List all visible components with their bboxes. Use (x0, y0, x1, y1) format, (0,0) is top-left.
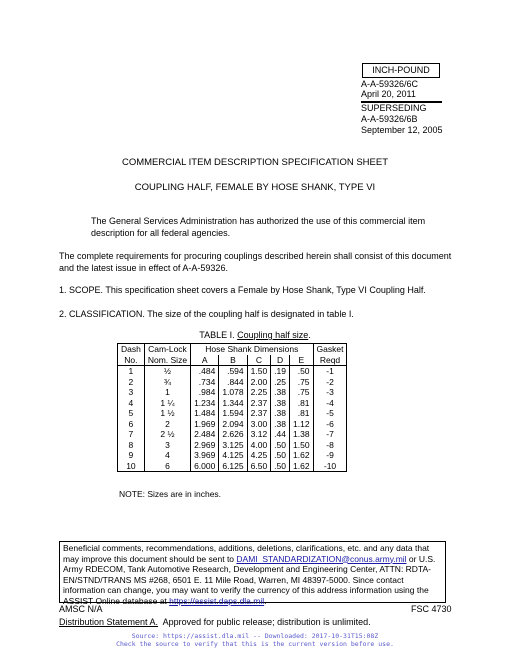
cell-dim-c: 2.37 (247, 398, 271, 409)
table-row (118, 440, 347, 451)
cell-dim-b: .594 (219, 366, 247, 377)
cell-gasket-reqd: -1 (313, 366, 347, 377)
header-d: D (271, 355, 290, 366)
superseding-label: SUPERSEDING (361, 103, 427, 113)
cell-dim-c: 1.50 (247, 366, 271, 377)
superseded-document-date: September 12, 2005 (361, 125, 443, 135)
cell-dim-a: 2.484 (191, 429, 219, 440)
cell-dim-b: 3.125 (219, 440, 247, 451)
scope-paragraph: 1. SCOPE. This specification sheet covers a Female by Hose Shank, Type VI Coupling Half. (59, 285, 426, 295)
cell-dim-a: 1.969 (191, 419, 219, 430)
comments-box (59, 541, 446, 606)
cell-dim-c: 6.50 (247, 461, 271, 472)
header-reqd: Reqd (313, 355, 347, 366)
cell-dim-b: 6.125 (219, 461, 247, 472)
table-subheader-row (118, 355, 347, 366)
cell-dim-e: 1.38 (290, 429, 314, 440)
cell-dim-d: .38 (271, 387, 290, 398)
cell-dim-d: .50 (271, 440, 290, 451)
cell-dim-b: .844 (219, 377, 247, 388)
cell-nom-size: 3 (144, 440, 190, 451)
header-gasket: Gasket (313, 344, 347, 355)
cell-dim-e: 1.50 (290, 440, 314, 451)
distribution-statement-text: Approved for public release; distribution is unlimited. (158, 617, 371, 627)
cell-dim-a: 3.969 (191, 450, 219, 461)
cell-dash-no: 10 (118, 461, 145, 472)
header-c: C (247, 355, 271, 366)
cell-dim-d: .19 (271, 366, 290, 377)
header-dash-no: No. (118, 355, 145, 366)
comments-email-link[interactable]: DAMI_STANDARDIZATION@conus.army.mil (236, 553, 407, 564)
cell-dim-e: .81 (290, 408, 314, 419)
cell-dash-no: 8 (118, 440, 145, 451)
cell-gasket-reqd: -5 (313, 408, 347, 419)
table-caption-prefix: TABLE I. (199, 330, 235, 340)
cell-dash-no: 6 (118, 419, 145, 430)
superseded-document-id: A-A-59326/6B (361, 114, 418, 124)
document-date: April 20, 2011 (361, 89, 416, 99)
comments-text-intro: Beneficial comments, recommendations, additions, deletions, clarifications, etc. and any data that may improve this document should be sent to (63, 543, 430, 564)
cell-dim-a: 6.000 (191, 461, 219, 472)
cell-dim-e: 1.62 (290, 450, 314, 461)
cell-dim-d: .38 (271, 419, 290, 430)
table-note: NOTE: Sizes are in inches. (119, 489, 222, 499)
cell-dash-no: 7 (118, 429, 145, 440)
cell-dim-e: .75 (290, 377, 314, 388)
cell-nom-size: 6 (144, 461, 190, 472)
cell-nom-size: ½ (144, 366, 190, 377)
header-camlock: Cam-Lock (144, 344, 190, 355)
cell-dim-c: 4.25 (247, 450, 271, 461)
fsc-label: FSC 4730 (411, 604, 452, 614)
table-row (118, 450, 347, 461)
cell-dim-a: .984 (191, 387, 219, 398)
cell-dim-e: .75 (290, 387, 314, 398)
document-id: A-A-59326/6C (361, 79, 419, 89)
header-nom-size: Nom. Size (144, 355, 190, 366)
source-download-line: Source: https://assist.dla.mil -- Downloaded: 2017-10-31T15:08Z (131, 632, 379, 640)
header-b: B (219, 355, 247, 366)
comments-text-end: . (264, 595, 267, 606)
verify-currency-line: Check the source to verify that this is the current version before use. (116, 640, 394, 648)
cell-gasket-reqd: -8 (313, 440, 347, 451)
assist-online-link[interactable]: https://assist.daps.dla.mil (169, 595, 265, 606)
distribution-statement-label: Distribution Statement A. (59, 617, 159, 627)
gsa-authorization-paragraph: The General Services Administration has authorized the use of this commercial item description for all federal agencies. (91, 216, 426, 238)
cell-dim-c: 2.37 (247, 408, 271, 419)
cell-dim-d: .44 (271, 429, 290, 440)
cell-dim-d: .25 (271, 377, 290, 388)
requirements-paragraph: The complete requirements for procuring couplings described herein shall consist of this document and the latest issue in effect of A-A-59326. (59, 251, 452, 273)
table-row (118, 366, 347, 377)
header-dash: Dash (118, 344, 145, 355)
cell-dash-no: 3 (118, 387, 145, 398)
table-row (118, 398, 347, 409)
amsc-label: AMSC N/A (59, 604, 103, 614)
distribution-statement (59, 617, 371, 627)
table-caption-title: Coupling half size (237, 330, 309, 340)
header-e: E (290, 355, 314, 366)
comments-text-address: or U.S. Army RDECOM, Tank Automotive Research, Development and Engineering Center, ATTN: RDTA-EN/STND/TRANS MS #268, 6501 E. 11 Mile Road, Warren, MI 48397-5000. Since contact information can change, you may want to verify the currency of this address information using the ASSIST Online database at (63, 553, 436, 606)
cell-gasket-reqd: -3 (313, 387, 347, 398)
table-row (118, 461, 347, 472)
cell-dim-b: 1.078 (219, 387, 247, 398)
cell-nom-size: 1 ¼ (144, 398, 190, 409)
cell-dim-c: 3.12 (247, 429, 271, 440)
cell-dim-b: 2.094 (219, 419, 247, 430)
cell-dim-e: .50 (290, 366, 314, 377)
cell-dim-e: 1.12 (290, 419, 314, 430)
cell-dash-no: 5 (118, 408, 145, 419)
table-row (118, 377, 347, 388)
table-row (118, 419, 347, 430)
cell-nom-size: 4 (144, 450, 190, 461)
cell-dim-c: 2.00 (247, 377, 271, 388)
cell-dim-b: 2.626 (219, 429, 247, 440)
table-row (118, 408, 347, 419)
table-row (118, 429, 347, 440)
cell-dash-no: 4 (118, 398, 145, 409)
cell-gasket-reqd: -6 (313, 419, 347, 430)
header-a: A (191, 355, 219, 366)
cell-nom-size: 2 (144, 419, 190, 430)
cell-dim-a: 2.969 (191, 440, 219, 451)
table-caption-suffix: . (308, 330, 311, 340)
cell-nom-size: 2 ½ (144, 429, 190, 440)
table-row (118, 387, 347, 398)
cell-gasket-reqd: -2 (313, 377, 347, 388)
cell-dash-no: 2 (118, 377, 145, 388)
classification-paragraph: 2. CLASSIFICATION. The size of the coupling half is designated in table I. (59, 309, 354, 319)
table-header-row (118, 344, 347, 355)
cell-dim-a: .734 (191, 377, 219, 388)
cell-dim-e: 1.62 (290, 461, 314, 472)
cell-dim-a: 1.484 (191, 408, 219, 419)
cell-dim-d: .38 (271, 398, 290, 409)
cell-dim-c: 4.00 (247, 440, 271, 451)
cell-nom-size: ¾ (144, 377, 190, 388)
inch-pound-label: INCH-POUND (362, 63, 440, 78)
cell-dim-c: 2.25 (247, 387, 271, 398)
cell-gasket-reqd: -7 (313, 429, 347, 440)
cell-dim-e: .81 (290, 398, 314, 409)
cell-dim-b: 4.125 (219, 450, 247, 461)
cell-dim-d: .38 (271, 408, 290, 419)
cell-nom-size: 1 ½ (144, 408, 190, 419)
cell-dim-d: .50 (271, 461, 290, 472)
document-title: COMMERCIAL ITEM DESCRIPTION SPECIFICATION SHEET (121, 157, 389, 168)
header-hose-shank-dimensions: Hose Shank Dimensions (191, 344, 313, 355)
cell-dim-b: 1.594 (219, 408, 247, 419)
coupling-size-table (117, 343, 347, 472)
cell-gasket-reqd: -4 (313, 398, 347, 409)
cell-dim-d: .50 (271, 450, 290, 461)
cell-dim-b: 1.344 (219, 398, 247, 409)
document-subtitle: COUPLING HALF, FEMALE BY HOSE SHANK, TYPE VI (134, 182, 376, 193)
cell-nom-size: 1 (144, 387, 190, 398)
cell-gasket-reqd: -10 (313, 461, 347, 472)
cell-dim-c: 3.00 (247, 419, 271, 430)
table-caption (0, 330, 510, 340)
cell-dim-a: .484 (191, 366, 219, 377)
cell-dash-no: 1 (118, 366, 145, 377)
cell-dash-no: 9 (118, 450, 145, 461)
cell-dim-a: 1.234 (191, 398, 219, 409)
table-body (118, 366, 347, 472)
cell-gasket-reqd: -9 (313, 450, 347, 461)
